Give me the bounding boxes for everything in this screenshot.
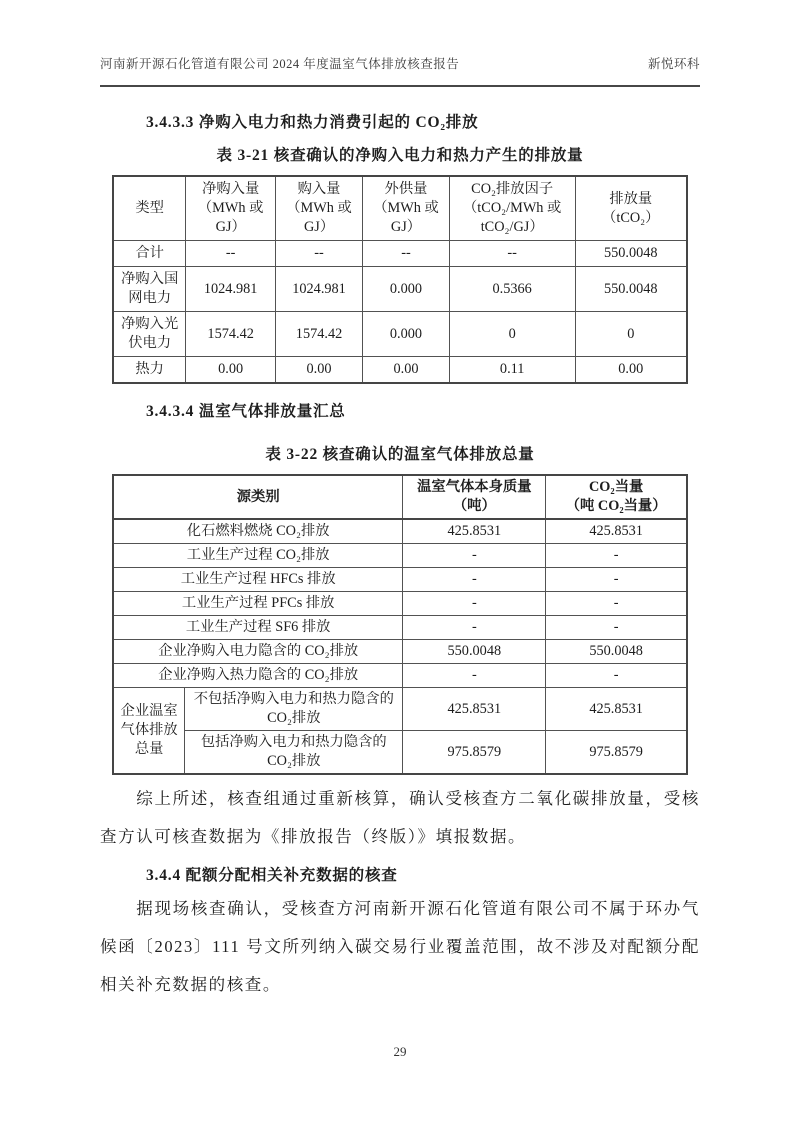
row-label-cell: 净购入光伏电力 bbox=[113, 312, 186, 357]
page-header bbox=[100, 54, 700, 87]
table-row bbox=[113, 640, 687, 664]
row-label-cell: 净购入国网电力 bbox=[113, 267, 186, 312]
table-cell: - bbox=[546, 568, 687, 592]
table-cell: 975.8579 bbox=[403, 731, 546, 775]
table-cell: -- bbox=[363, 241, 450, 267]
t22-header-mass bbox=[403, 475, 546, 519]
table-cell: - bbox=[546, 592, 687, 616]
header-label: 源类别 bbox=[236, 488, 280, 505]
table-header-row bbox=[113, 475, 687, 519]
row-label-cell: 企业净购入电力隐含的 CO₂排放 bbox=[113, 640, 403, 664]
t21-header-emission-factor bbox=[449, 176, 575, 241]
table-cell: 425.8531 bbox=[546, 688, 687, 731]
quota-allocation-paragraph: 据现场核查确认，受核查方河南新开源石化管道有限公司不属于环办气候函〔2023〕111 号文所列纳入碳交易行业覆盖范围，故不涉及对配额分配相关补充数据的核查。 bbox=[100, 899, 700, 994]
table-row bbox=[113, 616, 687, 640]
t21-header-emission bbox=[575, 176, 687, 241]
header-unit: （MWh 或 GJ） bbox=[373, 200, 439, 235]
table-cell: 1574.42 bbox=[186, 312, 276, 357]
row-label-cell: 企业净购入热力隐含的 CO₂排放 bbox=[113, 664, 403, 688]
table-cell: 0.11 bbox=[449, 357, 575, 384]
t21-header-purchase bbox=[275, 176, 362, 241]
header-label: CO₂排放因子 bbox=[471, 181, 554, 197]
table-cell: 975.8579 bbox=[546, 731, 687, 775]
table-row bbox=[113, 592, 687, 616]
table-row bbox=[113, 357, 687, 384]
table-cell: - bbox=[546, 616, 687, 640]
row-label-cell: 合计 bbox=[113, 241, 186, 267]
table-cell: 1024.981 bbox=[275, 267, 362, 312]
t22-header-co2e bbox=[546, 475, 687, 519]
table-cell: - bbox=[546, 544, 687, 568]
table-cell: - bbox=[403, 544, 546, 568]
row-label-cell: 工业生产过程 HFCs 排放 bbox=[113, 568, 403, 592]
table-cell: 0.00 bbox=[275, 357, 362, 384]
t21-header-type bbox=[113, 176, 186, 241]
table-cell: - bbox=[403, 568, 546, 592]
row-group-label-cell: 企业温室气体排放总量 bbox=[113, 688, 185, 775]
header-unit: （tCO₂） bbox=[602, 209, 660, 226]
section-heading-3-4-3-3: 3.4.3.3 净购入电力和热力消费引起的 CO₂排放 bbox=[146, 114, 479, 131]
header-label: 购入量 bbox=[297, 181, 341, 197]
table-row bbox=[113, 568, 687, 592]
row-label-cell: 工业生产过程 CO₂排放 bbox=[113, 544, 403, 568]
table-cell: 425.8531 bbox=[403, 688, 546, 731]
table-row bbox=[113, 241, 687, 267]
table-row bbox=[113, 664, 687, 688]
table-cell: 425.8531 bbox=[403, 519, 546, 544]
row-label-cell: 工业生产过程 PFCs 排放 bbox=[113, 592, 403, 616]
summary-paragraph: 综上所述，核查组通过重新核算，确认受核查方二氧化碳排放量，受核查方认可核查数据为《排放报告（终版）》填报数据。 bbox=[100, 789, 700, 846]
table-cell: 550.0048 bbox=[575, 241, 687, 267]
t21-header-export bbox=[363, 176, 450, 241]
header-label: 外供量 bbox=[384, 181, 428, 197]
header-unit: （MWh 或 GJ） bbox=[197, 200, 264, 235]
table-row bbox=[113, 731, 687, 775]
table-row bbox=[113, 312, 687, 357]
table-header-row bbox=[113, 176, 687, 241]
page-number-value: 29 bbox=[393, 1044, 407, 1059]
header-unit: （tCO₂/MWh 或 tCO₂/GJ） bbox=[463, 200, 562, 235]
table-cell: 0.00 bbox=[186, 357, 276, 384]
table-row bbox=[113, 544, 687, 568]
table-cell: 0.000 bbox=[363, 267, 450, 312]
section-heading-3-4-3-4: 3.4.3.4 温室气体排放量汇总 bbox=[146, 403, 346, 420]
table-cell: - bbox=[403, 616, 546, 640]
table-row bbox=[113, 688, 687, 731]
table-cell: 1574.42 bbox=[275, 312, 362, 357]
table-cell: 0 bbox=[575, 312, 687, 357]
table-3-22 bbox=[112, 474, 688, 775]
table-cell: 0.00 bbox=[575, 357, 687, 384]
table-cell: - bbox=[546, 664, 687, 688]
table-row bbox=[113, 267, 687, 312]
row-label-cell: 工业生产过程 SF6 排放 bbox=[113, 616, 403, 640]
table-cell: 0.00 bbox=[363, 357, 450, 384]
table-cell: 0.000 bbox=[363, 312, 450, 357]
header-org-name: 新悦环科 bbox=[647, 57, 700, 71]
header-report-title: 河南新开源石化管道有限公司 2024 年度温室气体排放核查报告 bbox=[100, 57, 460, 71]
table-cell: 0 bbox=[449, 312, 575, 357]
table-cell: 550.0048 bbox=[403, 640, 546, 664]
table-cell: - bbox=[403, 664, 546, 688]
table-cell: 425.8531 bbox=[546, 519, 687, 544]
row-label-cell: 包括净购入电力和热力隐含的 CO₂排放 bbox=[185, 731, 403, 775]
row-label-cell: 热力 bbox=[113, 357, 186, 384]
table-cell: -- bbox=[186, 241, 276, 267]
row-label-cell: 不包括净购入电力和热力隐含的 CO₂排放 bbox=[185, 688, 403, 731]
t21-header-net-purchase bbox=[186, 176, 276, 241]
table-cell: - bbox=[403, 592, 546, 616]
header-unit: （MWh 或 GJ） bbox=[286, 200, 352, 235]
table-row bbox=[113, 519, 687, 544]
table-cell: -- bbox=[449, 241, 575, 267]
table-cell: 550.0048 bbox=[575, 267, 687, 312]
table-cell: -- bbox=[275, 241, 362, 267]
header-unit: （吨） bbox=[452, 498, 496, 514]
header-label: 净购入量 bbox=[202, 181, 260, 197]
row-label-cell: 化石燃料燃烧 CO₂排放 bbox=[113, 519, 403, 544]
header-label: 排放量 bbox=[609, 190, 653, 207]
table-cell: 0.5366 bbox=[449, 267, 575, 312]
page-number bbox=[0, 1044, 800, 1060]
t22-header-source bbox=[113, 475, 403, 519]
table-3-21-title: 表 3-21 核查确认的净购入电力和热力产生的排放量 bbox=[216, 147, 584, 164]
table-cell: 550.0048 bbox=[546, 640, 687, 664]
header-label: 温室气体本身质量 bbox=[417, 479, 532, 495]
table-3-22-title: 表 3-22 核查确认的温室气体排放总量 bbox=[265, 446, 535, 463]
table-cell: 1024.981 bbox=[186, 267, 276, 312]
header-label: 类型 bbox=[135, 200, 164, 216]
header-unit: （吨 CO₂当量） bbox=[565, 498, 667, 514]
header-label: CO₂当量 bbox=[588, 479, 644, 495]
table-3-21 bbox=[112, 175, 688, 384]
section-heading-3-4-4: 3.4.4 配额分配相关补充数据的核查 bbox=[146, 867, 398, 884]
